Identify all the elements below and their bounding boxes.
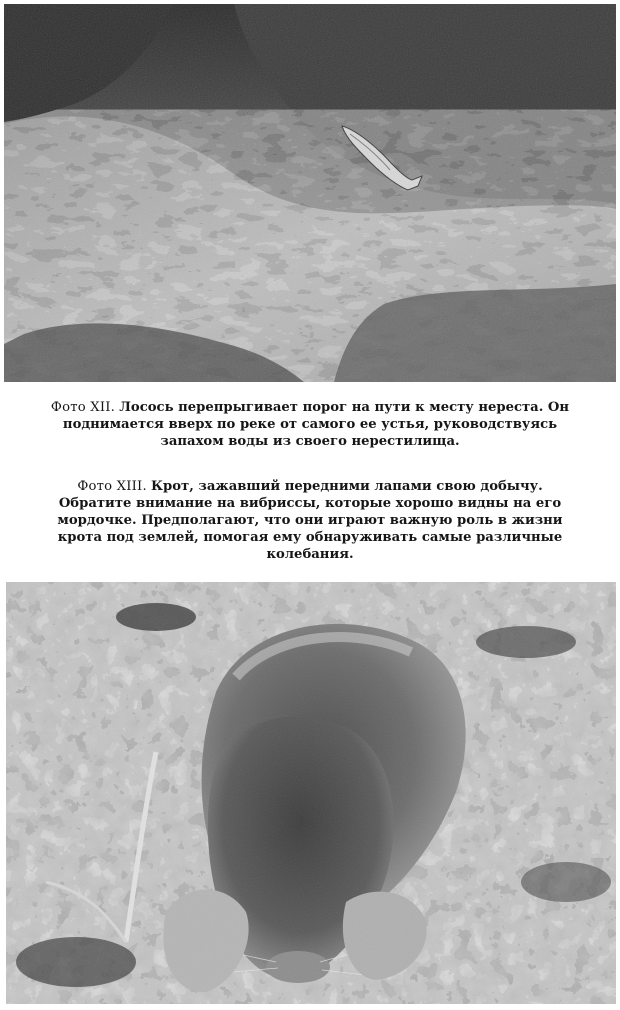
caption-photo-xiii xyxy=(40,478,580,563)
photo-salmon-leaping xyxy=(4,4,616,382)
photo-xiii-caption-text: Крот, зажавший передними лапами свою добычу. Обратите внимание на вибриссы, которые хорошо видны на его мордочке. Предполагают, что они играют важную роль в жизни крота под землей, помогая ему обнаруживать самые различные колебания. xyxy=(57,479,563,562)
photo-xii-label: Фото XII. xyxy=(50,400,116,415)
mole-photo-graphic xyxy=(6,582,616,1004)
photo-xii-caption-text: Лосось перепрыгивает порог на пути к месту нереста. Он поднимается вверх по реке от самого ее устья, руководствуясь запахом воды из своего нерестилища. xyxy=(62,400,570,449)
photo-xiii-label: Фото XIII. xyxy=(77,479,147,494)
salmon-photo-graphic xyxy=(4,4,616,382)
photo-mole xyxy=(6,582,616,1004)
caption-photo-xii xyxy=(40,399,580,450)
